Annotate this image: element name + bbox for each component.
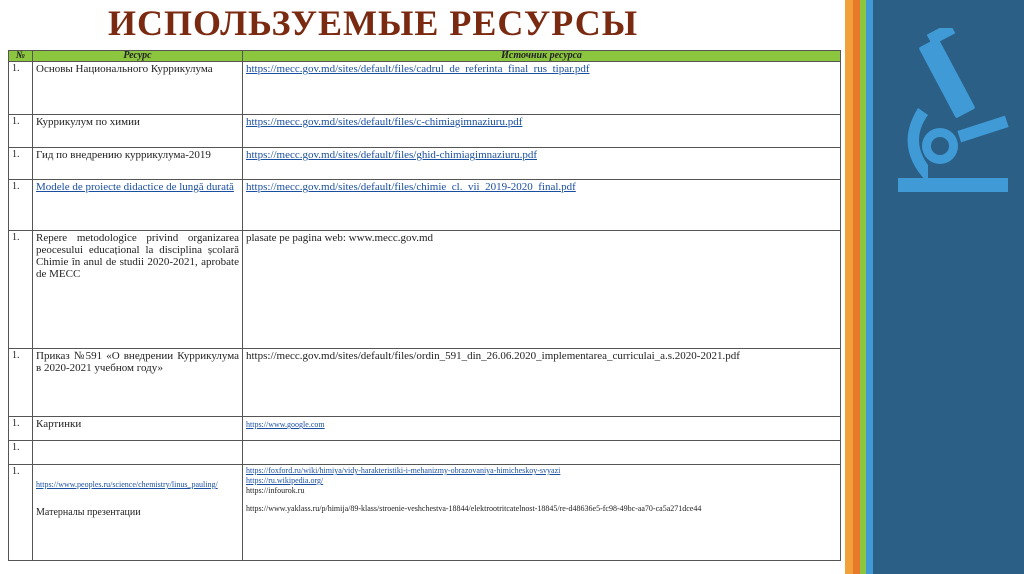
- resource-cell: [33, 441, 243, 465]
- table-row: [9, 180, 841, 231]
- table-row: [9, 62, 841, 115]
- dark-orange-stripe: [853, 0, 860, 574]
- resource-cell: Основы Национального Куррикулума: [33, 62, 243, 115]
- resource-cell: Гид по внедрению куррикулума-2019: [33, 148, 243, 180]
- source-cell: [243, 441, 841, 465]
- header-source: Источник ресурса: [243, 51, 841, 62]
- row-number: 1.: [9, 349, 33, 417]
- row-number: 1.: [9, 180, 33, 231]
- source-link[interactable]: https://www.google.com: [246, 420, 325, 429]
- resource-link[interactable]: https://www.peoples.ru/science/chemistry/linus_pauling/: [36, 480, 218, 489]
- row-number: 1.: [9, 115, 33, 148]
- resources-table: [8, 50, 841, 561]
- source-link[interactable]: https://mecc.gov.md/sites/default/files/chimie_cl._vii_2019-2020_final.pdf: [246, 181, 576, 193]
- table-row: [9, 349, 841, 417]
- table-row: [9, 465, 841, 561]
- source-link[interactable]: https://mecc.gov.md/sites/default/files/ghid-chimiagimnaziuru.pdf: [246, 149, 538, 161]
- orange-stripe: [845, 0, 853, 574]
- microscope-icon: [888, 28, 1018, 208]
- source-link[interactable]: https://mecc.gov.md/sites/default/files/cadrul_de_referinta_final_rus_tipar.pdf: [246, 63, 590, 75]
- table-row: [9, 441, 841, 465]
- resource-cell: Куррикулум по химии: [33, 115, 243, 148]
- source-link[interactable]: https://foxford.ru/wiki/himiya/vidy-harakteristiki-i-mehanizmy-obrazovaniya-himicheskoy-svyazi: [246, 466, 561, 475]
- row-number: 1.: [9, 441, 33, 465]
- source-link[interactable]: https://mecc.gov.md/sites/default/files/c-chimiagimnaziuru.pdf: [246, 116, 523, 128]
- resource-cell: Repere metodologice privind organizarea peocesului educațional la disciplina școlară Chimie în anul de studii 2020-2021, aprobate de MECC: [33, 231, 243, 349]
- row-number: 1.: [9, 417, 33, 441]
- resource-cell: Матерналы презентации: [36, 507, 141, 518]
- blue-stripe: [866, 0, 873, 574]
- source-text: https://www.yaklass.ru/p/himija/89-klass/stroenie-veshchestva-18844/elektrootritcatelnost-18845/re-d48636e5-fc98-49bc-aa70-ca5a271dce44: [246, 504, 702, 513]
- table-row: [9, 231, 841, 349]
- header-resource: Ресурс: [33, 51, 243, 62]
- table-row: [9, 148, 841, 180]
- source-text: https://infourok.ru: [246, 486, 305, 495]
- source-link[interactable]: https://ru.wikipedia.org/: [246, 476, 324, 485]
- row-number: 1.: [9, 465, 33, 561]
- resource-link[interactable]: Modele de proiecte didactice de lungă durată: [36, 181, 234, 193]
- resource-cell: Приказ №591 «О внедрении Куррикулума в 2020-2021 учебном году»: [33, 349, 243, 417]
- table-header-row: [9, 51, 841, 62]
- page-title: ИСПОЛЬЗУЕМЫЕ РЕСУРСЫ: [108, 3, 639, 43]
- source-cell: https://mecc.gov.md/sites/default/files/ordin_591_din_26.06.2020_implementarea_curriculai_a.s.2020-2021.pdf: [243, 349, 841, 417]
- header-number: №: [9, 51, 33, 62]
- row-number: 1.: [9, 148, 33, 180]
- row-number: 1.: [9, 62, 33, 115]
- source-cell: plasate pe pagina web: www.mecc.gov.md: [243, 231, 841, 349]
- row-number: 1.: [9, 231, 33, 349]
- resource-cell: Картинки: [33, 417, 243, 441]
- table-row: [9, 115, 841, 148]
- table-row: [9, 417, 841, 441]
